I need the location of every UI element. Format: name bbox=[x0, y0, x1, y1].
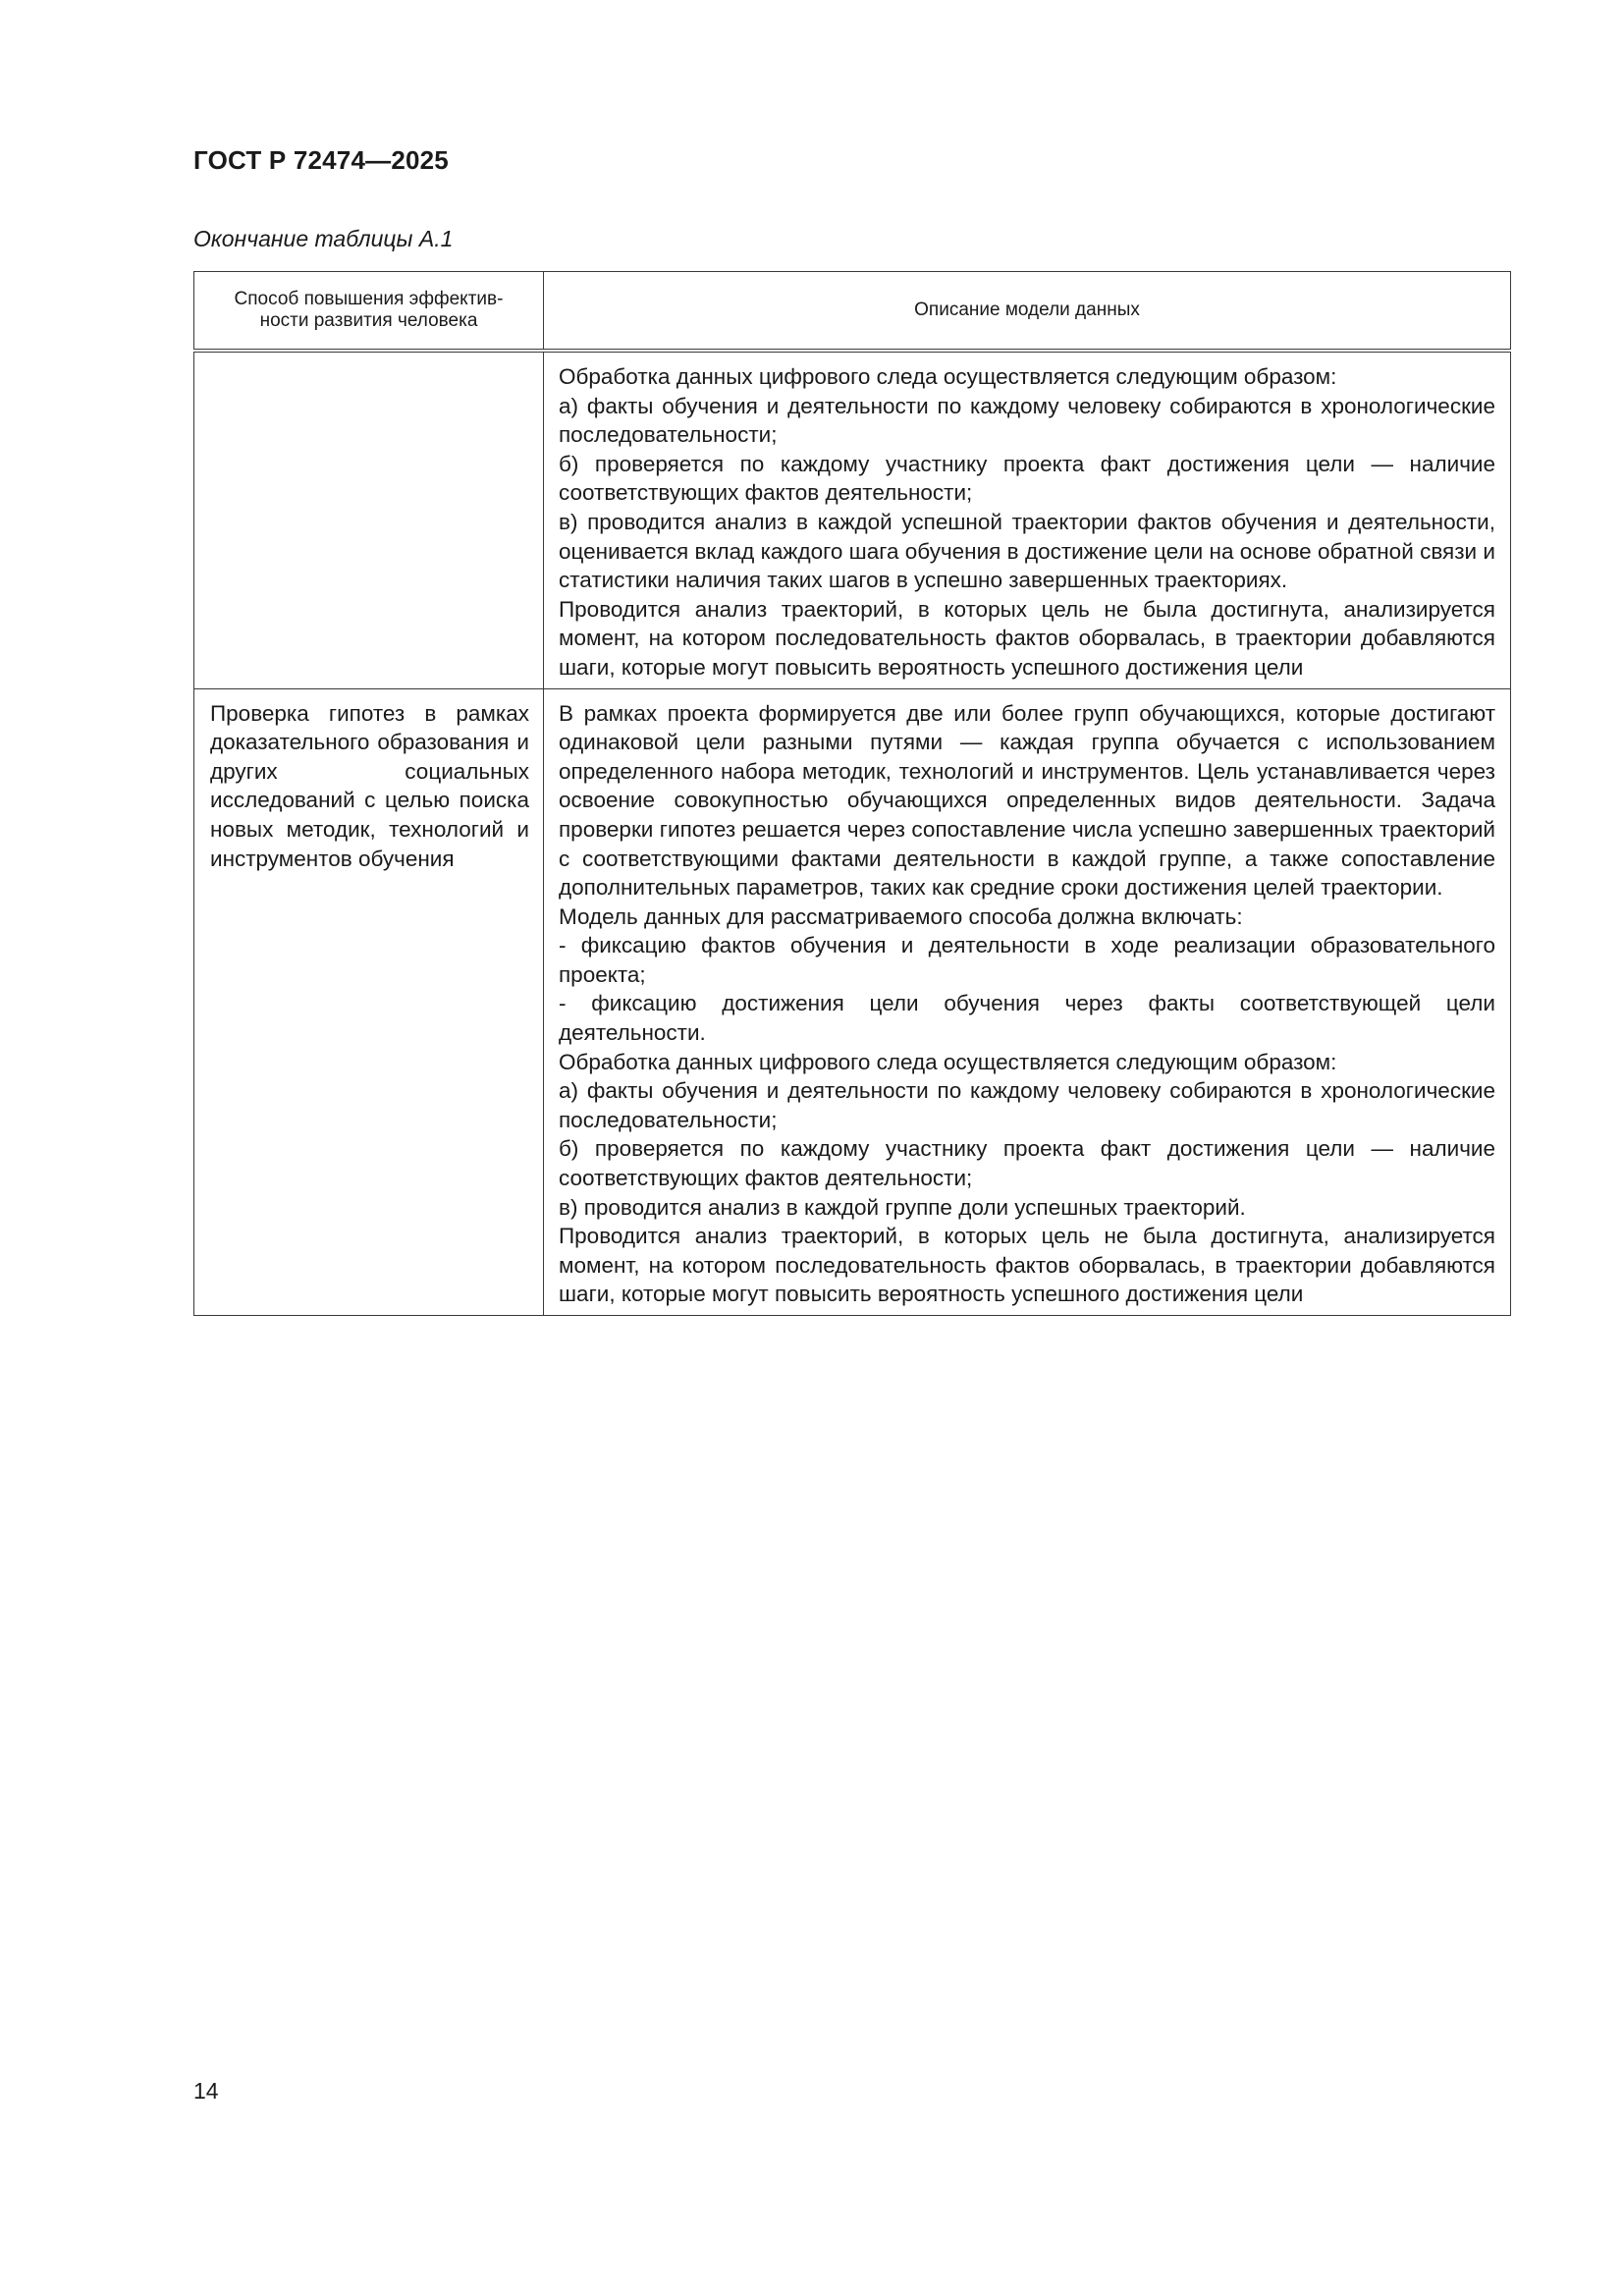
description-line: Обработка данных цифрового следа осуществляется следующим образом: bbox=[559, 364, 1337, 389]
method-cell bbox=[194, 351, 544, 688]
description-cell bbox=[544, 351, 1511, 688]
table-header-row bbox=[194, 272, 1511, 352]
document-code: ГОСТ Р 72474—2025 bbox=[193, 145, 449, 175]
description-line: - фиксацию достижения цели обучения через факты соответствующей цели деятельности. bbox=[559, 991, 1495, 1046]
description-line: а) факты обучения и деятельности по каждому человеку собираются в хронологические последовательности; bbox=[559, 393, 1495, 448]
description-line: В рамках проекта формируется две или более групп обучающихся, которые достигают одинаковой цели разными путями — каждая группа обучается с использованием определенного набора методик, технологий и инструментов. Цель устанавливается через освоение совокупностью обучающихся определенных видов деятельности. Задача проверки гипотез решается через сопоставление числа успешно завершенных траекторий с соответствующими фактами деятельности в каждой группе, а также сопоставление дополнительных параметров, таких как средние сроки достижения целей траектории. bbox=[559, 700, 1495, 901]
table-row bbox=[194, 351, 1511, 688]
column-header-method-line1: Способ повышения эффектив- bbox=[234, 289, 504, 309]
table-container bbox=[193, 271, 1510, 1316]
column-header-method-line2: ности развития человека bbox=[259, 310, 478, 331]
column-header-description: Описание модели данных bbox=[544, 272, 1511, 352]
page-number: 14 bbox=[193, 2078, 219, 2104]
description-line: Обработка данных цифрового следа осуществляется следующим образом: bbox=[559, 1049, 1337, 1074]
data-model-table bbox=[193, 271, 1511, 1316]
table-caption: Окончание таблицы А.1 bbox=[193, 226, 454, 251]
method-cell: Проверка гипотез в рамках доказательного образования и других социальных исследований с целью поиска новых методик, технологий и инструментов обучения bbox=[194, 688, 544, 1315]
description-line: в) проводится анализ в каждой группе доли успешных траекторий. bbox=[559, 1194, 1246, 1220]
description-line: б) проверяется по каждому участнику проекта факт достижения цели — наличие соответствующих фактов деятельности; bbox=[559, 1136, 1495, 1191]
description-line: а) факты обучения и деятельности по каждому человеку собираются в хронологические последовательности; bbox=[559, 1078, 1495, 1132]
description-line: Проводится анализ траекторий, в которых цель не была достигнута, анализируется момент, на котором последовательность фактов оборвалась, в траектории добавляются шаги, которые могут повысить вероятность успешного достижения цели bbox=[559, 1224, 1495, 1307]
description-line: Проводится анализ траекторий, в которых цель не была достигнута, анализируется момент, на котором последовательность фактов оборвалась, в траектории добавляются шаги, которые могут повысить вероятность успешного достижения цели bbox=[559, 596, 1495, 680]
description-line: в) проводится анализ в каждой успешной траектории фактов обучения и деятельности, оценивается вклад каждого шага обучения в достижение цели на основе обратной связи и статистики наличия таких шагов в успешно завершенных траекториях. bbox=[559, 509, 1495, 593]
description-line: б) проверяется по каждому участнику проекта факт достижения цели — наличие соответствующих фактов деятельности; bbox=[559, 451, 1495, 506]
description-line: Модель данных для рассматриваемого способа должна включать: bbox=[559, 903, 1243, 929]
column-header-method bbox=[194, 272, 544, 352]
table-row bbox=[194, 688, 1511, 1315]
description-line: - фиксацию фактов обучения и деятельности в ходе реализации образовательного проекта; bbox=[559, 933, 1495, 987]
description-cell bbox=[544, 688, 1511, 1315]
